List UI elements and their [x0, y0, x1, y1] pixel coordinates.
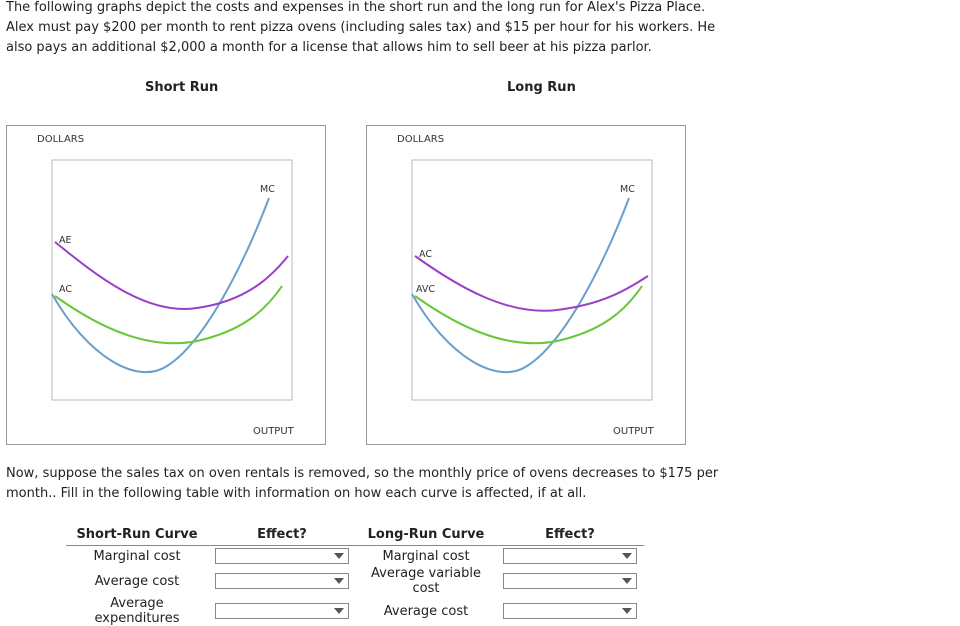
chevron-down-icon	[334, 608, 344, 614]
chevron-down-icon	[622, 608, 632, 614]
table-header-row	[66, 525, 644, 546]
short-run-ac-label: AC	[59, 284, 72, 295]
long-run-mc-label: MC	[620, 184, 635, 195]
chevron-down-icon	[334, 578, 344, 584]
long-run-x-axis-label: OUTPUT	[613, 426, 654, 437]
short-curve-name: Average expenditures	[94, 596, 180, 626]
short-marginal-cost-effect-dropdown[interactable]	[215, 548, 349, 564]
long-run-graph	[366, 125, 686, 445]
short-run-plot-area	[52, 160, 292, 400]
short-run-y-axis-label: DOLLARS	[37, 134, 85, 145]
short-run-x-axis-label: OUTPUT	[253, 426, 294, 437]
long-curve-name: Average cost	[383, 603, 469, 619]
long-run-y-axis-label: DOLLARS	[397, 134, 445, 145]
table-row	[66, 546, 644, 567]
header-long-run-curve: Long-Run Curve	[356, 525, 496, 546]
short-run-graph-canvas	[7, 126, 325, 444]
long-average-cost-effect-dropdown[interactable]	[503, 603, 637, 619]
long-run-ac-label: AC	[419, 249, 432, 260]
chevron-down-icon	[334, 553, 344, 559]
short-average-expenditures-effect-dropdown[interactable]	[215, 603, 349, 619]
chevron-down-icon	[622, 553, 632, 559]
intro-paragraph: The following graphs depict the costs and expenses in the short run and the long run for Alex's Pizza Place. Alex must pay $200 per month to rent pizza ovens (including sales tax) and $15 per hour for his workers. He also pays an additional $2,000 a month for a license that allows him to sell beer at his pizza parlor.	[6, 0, 716, 55]
short-run-ae-label: AE	[59, 235, 72, 246]
long-curve-name: Average variable cost	[371, 566, 481, 596]
short-run-graph	[6, 125, 326, 445]
long-run-avc-label: AVC	[416, 284, 436, 295]
long-average-variable-cost-effect-dropdown[interactable]	[503, 573, 637, 589]
short-run-title: Short Run	[145, 80, 219, 95]
header-short-run-curve: Short-Run Curve	[66, 525, 208, 546]
short-average-cost-effect-dropdown[interactable]	[215, 573, 349, 589]
chevron-down-icon	[622, 578, 632, 584]
short-curve-name: Average cost	[94, 573, 180, 589]
table-row	[66, 596, 644, 626]
table-row	[66, 566, 644, 596]
short-run-mc-label: MC	[260, 184, 275, 195]
long-run-title: Long Run	[507, 80, 576, 95]
long-run-plot-area	[412, 160, 652, 400]
long-marginal-cost-effect-dropdown[interactable]	[503, 548, 637, 564]
short-curve-name: Marginal cost	[93, 548, 181, 564]
long-run-graph-canvas	[367, 126, 685, 444]
effects-table	[66, 525, 644, 626]
instruction-paragraph: Now, suppose the sales tax on oven rentals is removed, so the monthly price of ovens decreases to $175 per month.. Fill in the following table with information on how each curve is affected, if at all.	[6, 466, 719, 501]
long-curve-name: Marginal cost	[382, 548, 470, 564]
header-short-run-effect: Effect?	[208, 525, 356, 546]
header-long-run-effect: Effect?	[496, 525, 644, 546]
